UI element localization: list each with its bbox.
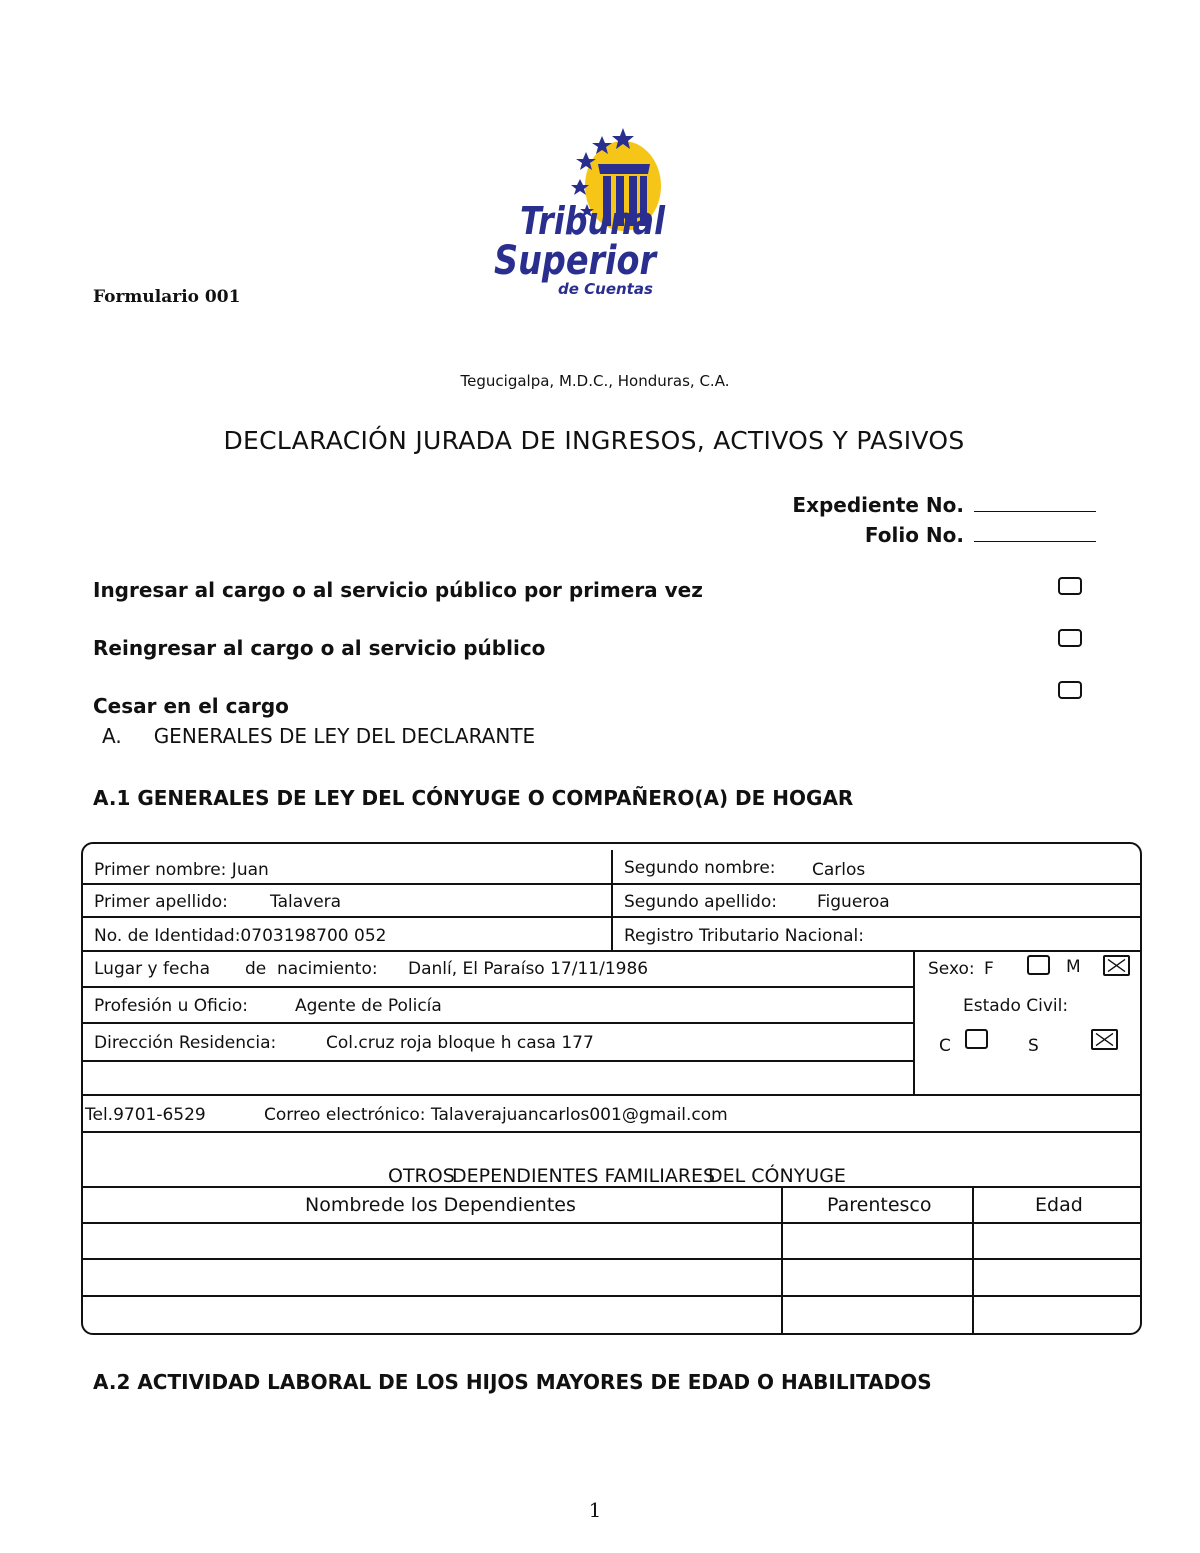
folio-blank[interactable] [974, 523, 1096, 542]
row-divider [83, 1295, 1140, 1297]
option-first-time-label: Ingresar al cargo o al servicio público por primera vez [93, 578, 703, 602]
checked-x-icon [1093, 1031, 1116, 1048]
col-divider [972, 1186, 974, 1333]
row-divider [83, 1060, 913, 1062]
de-label: de [245, 959, 267, 979]
estado-civil-label: Estado Civil: [963, 996, 1069, 1016]
logo-graphic [490, 124, 675, 302]
profesion-label: Profesión u Oficio: [94, 996, 249, 1016]
direccion-value[interactable]: Col.cruz roja bloque h casa 177 [326, 1033, 594, 1053]
segundo-nombre-label: Segundo nombre: [624, 858, 776, 878]
direccion-line-2[interactable] [94, 1068, 894, 1088]
col-divider [913, 950, 915, 1094]
tribunal-logo [490, 124, 675, 302]
rtn-label: Registro Tributario Nacional: [624, 926, 864, 946]
col-edad: Edad [1035, 1194, 1083, 1216]
primer-apellido-value[interactable]: Talavera [270, 892, 342, 912]
col-nombre-2: de los Dependientes [381, 1194, 576, 1216]
option-first-time-checkbox[interactable] [1058, 577, 1082, 595]
segundo-apellido-value[interactable]: Figueroa [817, 892, 890, 912]
section-a-heading [102, 724, 535, 748]
estado-s-label: S [1028, 1036, 1039, 1056]
option-cease-label: Cesar en el cargo [93, 694, 289, 718]
svg-text:Superior: Superior [494, 238, 658, 284]
option-reentry-label: Reingresar al cargo o al servicio público [93, 636, 546, 660]
row-divider [83, 1022, 913, 1024]
estado-s-checkbox[interactable] [1091, 1029, 1118, 1050]
option-cease-checkbox[interactable] [1058, 681, 1082, 699]
direccion-label: Dirección Residencia: [94, 1033, 277, 1053]
col-divider [781, 1186, 783, 1333]
row-divider [83, 1258, 1140, 1260]
page-number: 1 [588, 1498, 602, 1522]
page-title: DECLARACIÓN JURADA DE INGRESOS, ACTIVOS Y PASIVOS [223, 426, 965, 455]
segundo-apellido-label: Segundo apellido: [624, 892, 777, 912]
lugar-fecha-value[interactable]: Danlí, El Paraíso 17/11/1986 [408, 959, 649, 979]
correo-field[interactable]: Correo electrónico: Talaverajuancarlos001@gmail.com [264, 1105, 728, 1125]
row-divider [83, 1094, 1140, 1096]
estado-c-checkbox[interactable] [965, 1029, 988, 1049]
nacimiento-label: nacimiento: [277, 959, 378, 979]
section-a2-heading: A.2 ACTIVIDAD LABORAL DE LOS HIJOS MAYORES DE EDAD O HABILITADOS [93, 1370, 932, 1394]
segundo-nombre-value[interactable]: Carlos [812, 860, 866, 880]
folio-row [792, 520, 1096, 550]
row-divider [83, 950, 1140, 952]
sexo-f-checkbox[interactable] [1027, 955, 1050, 975]
form-number: Formulario 001 [93, 287, 241, 307]
profesion-value[interactable]: Agente de Policía [295, 996, 442, 1016]
sexo-f-label: F [984, 959, 994, 979]
expediente-row [792, 490, 1096, 520]
section-a-title: GENERALES DE LEY DEL DECLARANTE [153, 724, 536, 748]
expediente-label: Expediente No. [792, 493, 964, 517]
dependents-title-otros: OTROS [388, 1165, 455, 1187]
spouse-form-table [81, 842, 1142, 1335]
dependents-title-main: DEPENDIENTES FAMILIARES [452, 1165, 716, 1187]
dependents-title-conyuge: DEL CÓNYUGE [708, 1165, 846, 1187]
file-numbers [792, 490, 1096, 550]
primer-nombre[interactable]: Primer nombre: Juan [94, 860, 269, 880]
svg-text:Tribunal: Tribunal [520, 199, 666, 243]
col-parentesco: Parentesco [827, 1194, 932, 1216]
section-a1-heading: A.1 GENERALES DE LEY DEL CÓNYUGE O COMPAÑERO(A) DE HOGAR [93, 786, 854, 810]
svg-text:de Cuentas: de Cuentas [558, 280, 653, 298]
folio-label: Folio No. [864, 523, 964, 547]
lugar-fecha-label: Lugar y fecha [94, 959, 210, 979]
section-a-letter: A. [102, 724, 122, 748]
sexo-m-label: M [1066, 957, 1081, 977]
checked-x-icon [1105, 957, 1128, 974]
primer-apellido-label: Primer apellido: [94, 892, 228, 912]
expediente-blank[interactable] [974, 493, 1096, 512]
sexo-label: Sexo: [928, 959, 975, 979]
col-nombre-1: Nombre [305, 1194, 381, 1216]
estado-c-label: C [939, 1036, 951, 1056]
row-divider [83, 1222, 1140, 1224]
city-line: Tegucigalpa, M.D.C., Honduras, C.A. [460, 372, 730, 390]
row-divider [83, 986, 913, 988]
row-divider [83, 1131, 1140, 1133]
identidad-field[interactable]: No. de Identidad:0703198700 052 [94, 926, 387, 946]
telefono-field[interactable]: Tel.9701-6529 [85, 1105, 206, 1125]
sexo-m-checkbox[interactable] [1103, 955, 1130, 976]
col-divider [611, 850, 613, 950]
option-reentry-checkbox[interactable] [1058, 629, 1082, 647]
